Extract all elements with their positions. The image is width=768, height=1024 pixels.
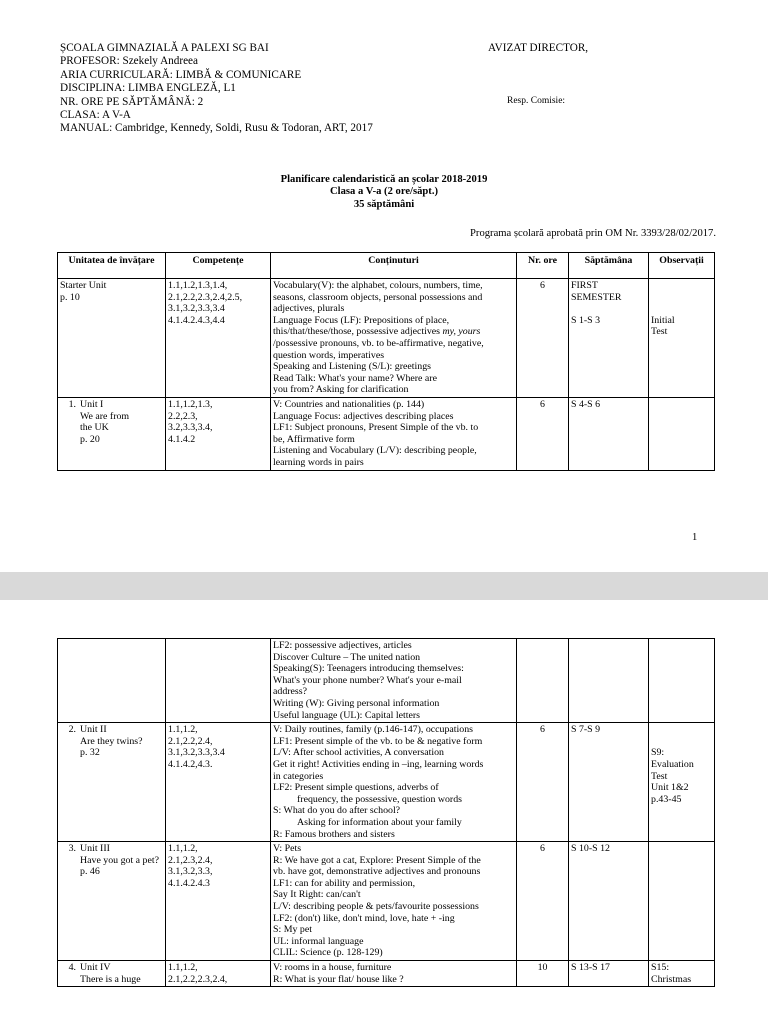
school-name: ȘCOALA GIMNAZIALĂ A PALEXI SG BAI xyxy=(60,42,269,54)
content-line: UL: informal language xyxy=(273,935,364,947)
competence-line: 3.2,3.3,3.4, xyxy=(168,422,213,434)
content-line: Speaking(S): Teenagers introducing themselves: xyxy=(273,663,464,675)
competence-line: 3.1,3.2,3.3,3.4 xyxy=(168,303,225,315)
week-line: FIRST xyxy=(571,280,598,291)
content-cell xyxy=(271,397,517,470)
content-line: L/V: After school activities, A conversation xyxy=(273,747,444,759)
table-row xyxy=(58,723,715,842)
content-line: vb. have got, demonstrative adjectives and pronouns xyxy=(273,866,481,878)
competences-cell xyxy=(166,842,271,961)
table-row xyxy=(58,842,715,961)
table-row xyxy=(58,279,715,398)
program-note: Programa școlară aprobată prin OM Nr. 3393/28/02/2017. xyxy=(470,228,716,239)
unit-number: 4. xyxy=(68,962,76,974)
content-line: LF2: (don't) like, don't mind, love, hate + -ing xyxy=(273,912,455,924)
unit-cell xyxy=(58,842,166,961)
content-line: Say It Right: can/can't xyxy=(273,889,361,901)
unit-title: Unit III xyxy=(80,843,110,855)
title-line-1: Planificare calendaristică an școlar 2018-2019 xyxy=(280,174,488,185)
table-row xyxy=(58,639,715,723)
unit-number: 1. xyxy=(68,398,76,410)
unit-subtitle: Have you got a pet? xyxy=(80,854,159,866)
unit-page: p. 10 xyxy=(60,291,80,303)
content-line: LF2: possessive adjectives, articles xyxy=(273,640,412,651)
column-header-hours: Nr. ore xyxy=(517,253,569,279)
competences-cell xyxy=(166,397,271,470)
week-cell: S 4-S 6 xyxy=(569,397,649,470)
competences-cell xyxy=(166,279,271,398)
unit-cell xyxy=(58,639,166,723)
unit-title: Unit II xyxy=(80,724,107,736)
planning-table-continued xyxy=(57,638,715,987)
competence-line: 1.1,1.2,1.3, xyxy=(168,398,213,410)
week-line: SEMESTER xyxy=(571,291,622,303)
week-cell: S 10-S 12 xyxy=(569,842,649,961)
competence-line: 3.1,3.2,3.3, xyxy=(168,866,213,878)
content-line: Listening and Vocabulary (L/V): describing people, xyxy=(273,445,477,457)
competences-cell xyxy=(166,723,271,842)
weekly-hours: NR. ORE PE SĂPTĂMÂNĂ: 2 xyxy=(60,95,204,108)
content-line: LF1: Subject pronouns, Present Simple of the vb. to xyxy=(273,422,479,434)
competence-line: 4.1.4.2 xyxy=(168,433,196,445)
table-row xyxy=(58,961,715,987)
content-cell xyxy=(271,279,517,398)
content-line: Writing (W): Giving personal information xyxy=(273,697,440,709)
header-block xyxy=(60,42,373,136)
table-row xyxy=(58,397,715,470)
content-line: L/V: describing people & pets/favourite possessions xyxy=(273,901,479,913)
column-header-unit: Unitatea de învățare xyxy=(58,253,166,279)
content-line: V: Daily routines, family (p.146-147), occupations xyxy=(273,724,474,736)
content-line: /possessive pronouns, vb. to be-affirmative, negative, xyxy=(273,337,484,349)
unit-number: 2. xyxy=(68,724,76,736)
teacher-name: PROFESOR: Szekely Andreea xyxy=(60,55,198,68)
competence-line: 2.1,2.2,2.3,2.4, xyxy=(168,973,228,985)
discipline: DISCIPLINA: LIMBA ENGLEZĂ, L1 xyxy=(60,82,236,95)
notes-line: Evaluation xyxy=(651,758,694,770)
competences-cell xyxy=(166,639,271,723)
competence-line: 4.1.4.2.4.3 xyxy=(168,877,210,889)
competence-line: 1.1,1.2, xyxy=(168,843,198,855)
notes-cell xyxy=(649,397,715,470)
notes-line: S15: xyxy=(651,962,670,974)
unit-cell xyxy=(58,723,166,842)
content-line: this/that/these/those, possessive adjectives my, yours xyxy=(273,326,481,338)
content-line: question words, imperatives xyxy=(273,349,385,361)
competence-line: 4.1.4.2,4.3. xyxy=(168,758,213,770)
notes-line: Christmas xyxy=(651,973,692,985)
hours-cell: 6 xyxy=(517,842,569,961)
unit-cell xyxy=(58,397,166,470)
content-line: Discover Culture – The united nation xyxy=(273,651,421,663)
content-line: Useful language (UL): Capital letters xyxy=(273,709,420,721)
competences-cell xyxy=(166,961,271,987)
notes-cell xyxy=(649,961,715,987)
hours-cell xyxy=(517,639,569,723)
unit-page: p. 20 xyxy=(80,433,100,445)
content-line: What's your phone number? What's your e-mail xyxy=(273,674,462,686)
competence-line: 2.1,2.2,2.4, xyxy=(168,735,213,747)
content-line: adjectives, plurals xyxy=(273,303,345,315)
notes-line: Unit 1&2 xyxy=(651,782,689,794)
content-line: R: Famous brothers and sisters xyxy=(273,828,395,840)
title-line-2: Clasa a V-a (2 ore/săpt.) xyxy=(330,186,438,198)
unit-subtitle: the UK xyxy=(80,422,109,434)
column-header-notes: Observații xyxy=(649,253,715,279)
content-line: Get it right! Activities ending in –ing, learning words xyxy=(273,758,484,770)
curricular-area: ARIA CURRICULARĂ: LIMBĂ & COMUNICARE xyxy=(60,68,302,81)
document-title xyxy=(0,174,768,211)
competence-line: 1.1,1.2, xyxy=(168,962,198,974)
content-line: V: Countries and nationalities (p. 144) xyxy=(273,398,425,410)
competence-line: 2.1,2.2,2.3,2.4,2.5, xyxy=(168,291,243,303)
hours-cell: 10 xyxy=(517,961,569,987)
class-name: CLASA: A V-A xyxy=(60,109,131,122)
content-cell xyxy=(271,961,517,987)
content-line: you from? Asking for clarification xyxy=(273,384,409,396)
unit-cell xyxy=(58,961,166,987)
content-line: LF1: can for ability and permission, xyxy=(273,877,416,889)
content-line: learning words in pairs xyxy=(273,456,364,468)
content-line: Language Focus: adjectives describing places xyxy=(273,410,454,422)
content-cell xyxy=(271,723,517,842)
notes-line: p.43-45 xyxy=(651,793,682,805)
notes-cell xyxy=(649,279,715,398)
week-cell xyxy=(569,279,649,398)
content-line: V: Pets xyxy=(273,843,302,855)
content-line: LF1: Present simple of the vb. to be & negative form xyxy=(273,735,483,747)
unit-page: p. 32 xyxy=(80,747,100,759)
competence-line: 3.1,3.2,3.3,3.4 xyxy=(168,747,225,759)
notes-cell xyxy=(649,842,715,961)
page-number: 1 xyxy=(692,532,698,543)
competence-line: 2.1,2.3,2.4, xyxy=(168,854,213,866)
content-line: Vocabulary(V): the alphabet, colours, numbers, time, xyxy=(273,280,483,291)
unit-title: Unit IV xyxy=(80,962,111,974)
content-line: in categories xyxy=(273,770,324,782)
content-line: Asking for information about your family xyxy=(297,816,462,828)
commission-label: Resp. Comisie: xyxy=(507,96,566,106)
title-line-3: 35 săptămâni xyxy=(353,198,415,210)
content-line: be, Affirmative form xyxy=(273,433,355,445)
content-line: frequency, the possessive, question words xyxy=(297,793,463,805)
content-line: S: What do you do after school? xyxy=(273,805,401,817)
unit-subtitle: We are from xyxy=(80,410,130,422)
unit-title: Starter Unit xyxy=(60,280,107,291)
content-line: seasons, classroom objects, personal possessions and xyxy=(273,291,483,303)
competence-line: 1.1,1.2, xyxy=(168,724,198,736)
content-line: Speaking and Listening (S/L): greetings xyxy=(273,361,431,373)
content-line: S: My pet xyxy=(273,924,312,936)
content-line: LF2: Present simple questions, adverbs of xyxy=(273,782,439,794)
content-line: CLIL: Science (p. 128-129) xyxy=(273,947,383,959)
content-line: Read Talk: What's your name? Where are xyxy=(273,372,437,384)
week-cell: S 13-S 17 xyxy=(569,961,649,987)
week-line: S 1-S 3 xyxy=(571,314,601,326)
column-header-content: Conținuturi xyxy=(271,253,517,279)
competence-line: 4.1.4.2.4.3,4.4 xyxy=(168,314,225,326)
content-line: V: rooms in a house, furniture xyxy=(273,962,392,974)
content-cell xyxy=(271,639,517,723)
content-line: Language Focus (LF): Prepositions of place, xyxy=(273,314,450,326)
content-line: R: What is your flat/ house like ? xyxy=(273,973,404,985)
competence-line: 1.1,1.2,1.3,1.4, xyxy=(168,280,228,291)
unit-number: 3. xyxy=(68,843,76,855)
notes-line: Initial xyxy=(651,314,675,326)
director-approval: AVIZAT DIRECTOR, xyxy=(488,42,589,54)
unit-subtitle: Are they twins? xyxy=(80,735,143,747)
notes-line: S9: xyxy=(651,747,665,759)
notes-line: Test xyxy=(651,326,668,338)
week-cell xyxy=(569,639,649,723)
competence-line: 2.2,2.3, xyxy=(168,410,198,422)
notes-cell xyxy=(649,639,715,723)
column-header-competences: Competențe xyxy=(166,253,271,279)
week-cell: S 7-S 9 xyxy=(569,723,649,842)
manual: MANUAL: Cambridge, Kennedy, Soldi, Rusu & Todoran, ART, 2017 xyxy=(60,122,373,135)
notes-line: Test xyxy=(651,770,668,782)
column-header-week: Săptămâna xyxy=(569,253,649,279)
hours-cell: 6 xyxy=(517,723,569,842)
unit-cell xyxy=(58,279,166,398)
content-line: R: We have got a cat, Explore: Present Simple of the xyxy=(273,854,481,866)
notes-cell xyxy=(649,723,715,842)
content-cell xyxy=(271,842,517,961)
hours-cell: 6 xyxy=(517,397,569,470)
planning-table xyxy=(57,252,715,471)
unit-page: p. 46 xyxy=(80,866,100,878)
content-line: address? xyxy=(273,686,307,698)
hours-cell: 6 xyxy=(517,279,569,398)
unit-subtitle: There is a huge xyxy=(80,973,141,985)
unit-title: Unit I xyxy=(80,398,104,410)
